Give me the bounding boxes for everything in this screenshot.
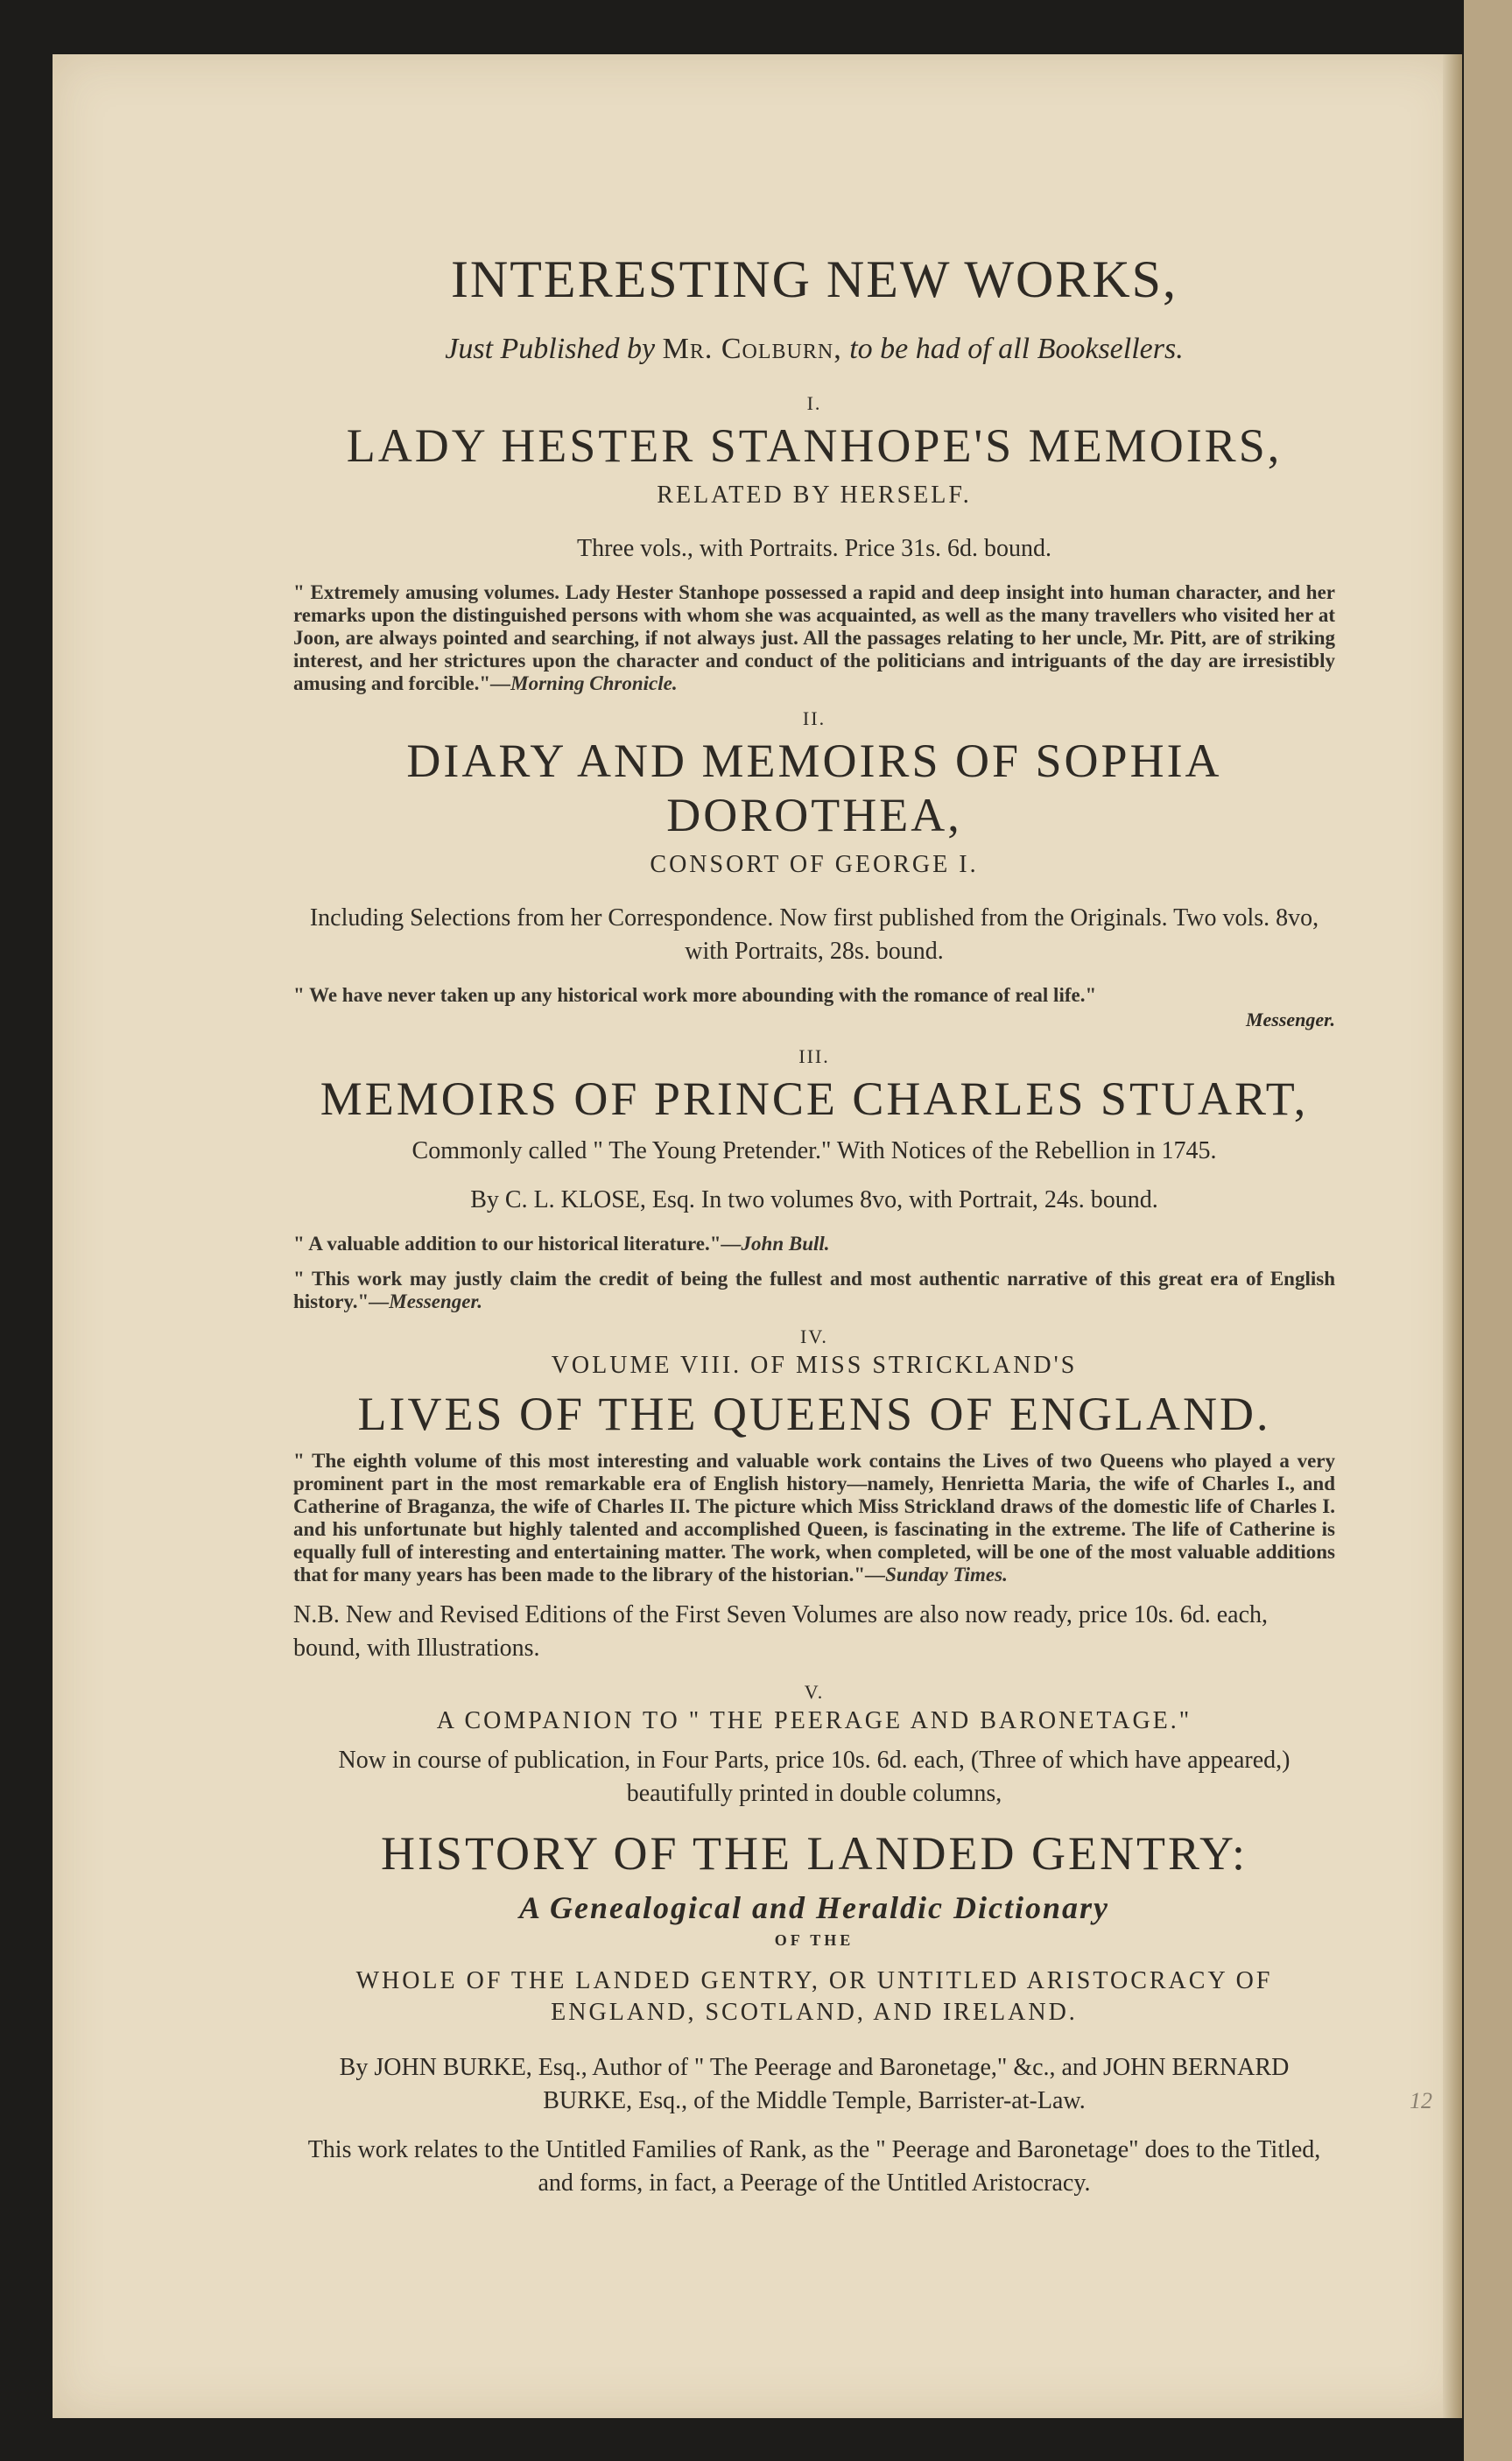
work-details-3b: By C. L. KLOSE, Esq. In two volumes 8vo, with Portrait, 24s. bound. xyxy=(470,1186,1158,1213)
subtitle-b: to be had of all Booksellers. xyxy=(849,333,1184,365)
section-number-2: II. xyxy=(802,707,826,729)
review-quote-3: " A valuable addition to our historical literature."—John Bull. xyxy=(293,1233,830,1255)
page-title: INTERESTING NEW WORKS, xyxy=(450,250,1178,308)
review-source-2: Messenger. xyxy=(1245,1009,1335,1030)
publisher-line xyxy=(293,333,1335,366)
review-quote-4: " The eighth volume of this most interesting and valuable work contains the Lives of two Queens who played a very prominent part in the most remarkable era of English history—namely, Henrietta Maria, the wife of Charles I., and Catherine of Braganza, the wife of Charles II. The picture which Miss Strickland draws of the domestic life of Charles I. and his unfortunate but highly talented and accomplished Queen, is fascinating in the extreme. The life of Catherine is equally full of interesting and entertaining matter. The work, when completed, will be one of the most valuable additions that for many years has been made to the library of the historian."—Sunday Times. xyxy=(293,1450,1335,1586)
review-quote-1: " Extremely amusing volumes. Lady Hester Stanhope possessed a rapid and deep insight into human character, and her remarks upon the distinguished persons with whom she was acquainted, as well as the many travellers who visited her at Joon, are always pointed and searching, if not always just. All the passages relating to her uncle, Mr. Pitt, are of striking interest, and her strictures upon the character and conduct of the politicians and intriguants of the day are irresistibly amusing and forcible."—Morning Chronicle. xyxy=(293,581,1335,694)
work-details-5: Now in course of publication, in Four Parts, price 10s. 6d. each, (Three of which have appeared,) beautifully printed in double columns, xyxy=(338,1747,1290,1807)
work-title-5: HISTORY OF THE LANDED GENTRY: xyxy=(380,1827,1248,1880)
work-subtitle-1: RELATED BY HERSELF. xyxy=(657,482,972,509)
work-title-1: LADY HESTER STANHOPE'S MEMOIRS, xyxy=(346,419,1283,472)
section-number-3: III. xyxy=(798,1045,830,1067)
gothic-subtitle-5: A Genealogical and Heraldic Dictionary xyxy=(519,1890,1109,1925)
work-pretitle-4: VOLUME VIII. OF MISS STRICKLAND'S xyxy=(551,1352,1078,1379)
work-details-1: Three vols., with Portraits. Price 31s. 6d. bound. xyxy=(576,535,1052,562)
work-title-3: MEMOIRS OF PRINCE CHARLES STUART, xyxy=(320,1072,1309,1125)
section-number-4: IV. xyxy=(800,1325,828,1347)
work-details-3: Commonly called " The Young Pretender." With Notices of the Rebellion in 1745. xyxy=(411,1137,1217,1164)
of-the-label: OF THE xyxy=(774,1931,854,1949)
work-subtitle-2: CONSORT OF GEORGE I. xyxy=(650,851,979,878)
adjacent-page-edge xyxy=(1464,0,1512,2461)
work-pretitle-5: A COMPANION TO " THE PEERAGE AND BARONETAGE." xyxy=(436,1707,1192,1734)
review-quote-3b: " This work may justly claim the credit of being the fullest and most authentic narrative of this great era of English history."—Messenger. xyxy=(293,1268,1335,1312)
edition-note-4: N.B. New and Revised Editions of the First Seven Volumes are also now ready, price 10s. 6d. each, bound, with Illustrations. xyxy=(293,1601,1269,1662)
subtitle-a: Just Published by xyxy=(445,333,656,365)
work-details-2: Including Selections from her Correspondence. Now first published from the Originals. Two vols. 8vo, with Portraits, 28s. bound. xyxy=(309,904,1319,965)
work-title-4: LIVES OF THE QUEENS OF ENGLAND. xyxy=(357,1388,1271,1440)
review-quote-2: " We have never taken up any historical work more abounding with the romance of real life." xyxy=(293,984,1097,1006)
publisher-name: Mr. Colburn, xyxy=(662,333,842,365)
page-gutter-shadow xyxy=(1443,54,1462,2418)
pencil-mark: 12 xyxy=(1410,2088,1432,2113)
work-scope-5: WHOLE OF THE LANDED GENTRY, OR UNTITLED ARISTOCRACY OF ENGLAND, SCOTLAND, AND IRELAND. xyxy=(355,1967,1273,2026)
section-number-1: I. xyxy=(806,392,822,414)
advertisement-content xyxy=(293,250,1335,2216)
section-number-5: V. xyxy=(804,1681,825,1703)
work-authors-5: By JOHN BURKE, Esq., Author of " The Peerage and Baronetage," &c., and JOHN BERNARD BURKE, Esq., of the Middle Temple, Barrister-at-Law. xyxy=(339,2054,1290,2114)
work-title-2: DIARY AND MEMOIRS OF SOPHIA DOROTHEA, xyxy=(406,735,1222,841)
work-closing-5: This work relates to the Untitled Families of Rank, as the " Peerage and Baronetage" does to the Titled, and forms, in fact, a Peerage of the Untitled Aristocracy. xyxy=(307,2136,1321,2197)
